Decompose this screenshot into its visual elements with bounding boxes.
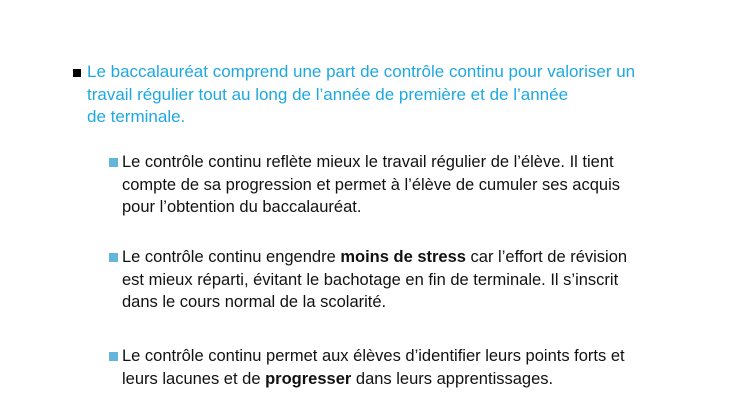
main-bullet: [73, 61, 693, 129]
sub-bullet-line-start: leurs lacunes et de: [122, 369, 266, 388]
sub-bullet-text: [122, 151, 692, 219]
main-bullet-line: de terminale.: [87, 107, 186, 126]
emphasis-text: progresser: [265, 369, 352, 388]
emphasis-text: moins de stress: [340, 248, 466, 266]
sub-bullet-line: Le contrôle continu reflète mieux le travail régulier de l’élève. Il tient: [122, 153, 614, 171]
main-bullet-line: travail régulier tout au long de l’année de première et de l’année: [87, 84, 569, 104]
square-bullet-icon: [73, 69, 81, 77]
sub-bullet-text: [122, 246, 692, 314]
sub-bullet-line-start: Le contrôle continu engendre: [122, 248, 341, 266]
sub-bullet-line-end: dans leurs apprentissages.: [351, 369, 554, 388]
square-bullet-icon: [109, 352, 118, 361]
sub-bullet-line: est mieux réparti, évitant le bachotage en fin de terminale. Il s’inscrit: [122, 270, 619, 289]
sub-bullet-line: Le contrôle continu permet aux élèves d’identifier leurs points forts et: [122, 347, 625, 365]
sub-bullet-text: [122, 345, 692, 390]
sub-bullet-line: compte de sa progression et permet à l’élève de cumuler ses acquis: [122, 175, 621, 194]
main-bullet-text: [87, 61, 687, 129]
sub-bullet-line: pour l’obtention du baccalauréat.: [122, 198, 362, 216]
main-bullet-line: Le baccalauréat comprend une part de contrôle continu pour valoriser un: [87, 62, 636, 81]
sub-bullet-less-stress: [109, 246, 699, 314]
square-bullet-icon: [109, 253, 118, 262]
sub-bullet-line: dans le cours normal de la scolarité.: [122, 293, 387, 311]
sub-bullet-line-end: car l’effort de révision: [465, 248, 628, 266]
square-bullet-icon: [109, 158, 118, 167]
sub-bullet-progress: [109, 345, 699, 390]
sub-bullet-progress-tracking: [109, 151, 699, 219]
